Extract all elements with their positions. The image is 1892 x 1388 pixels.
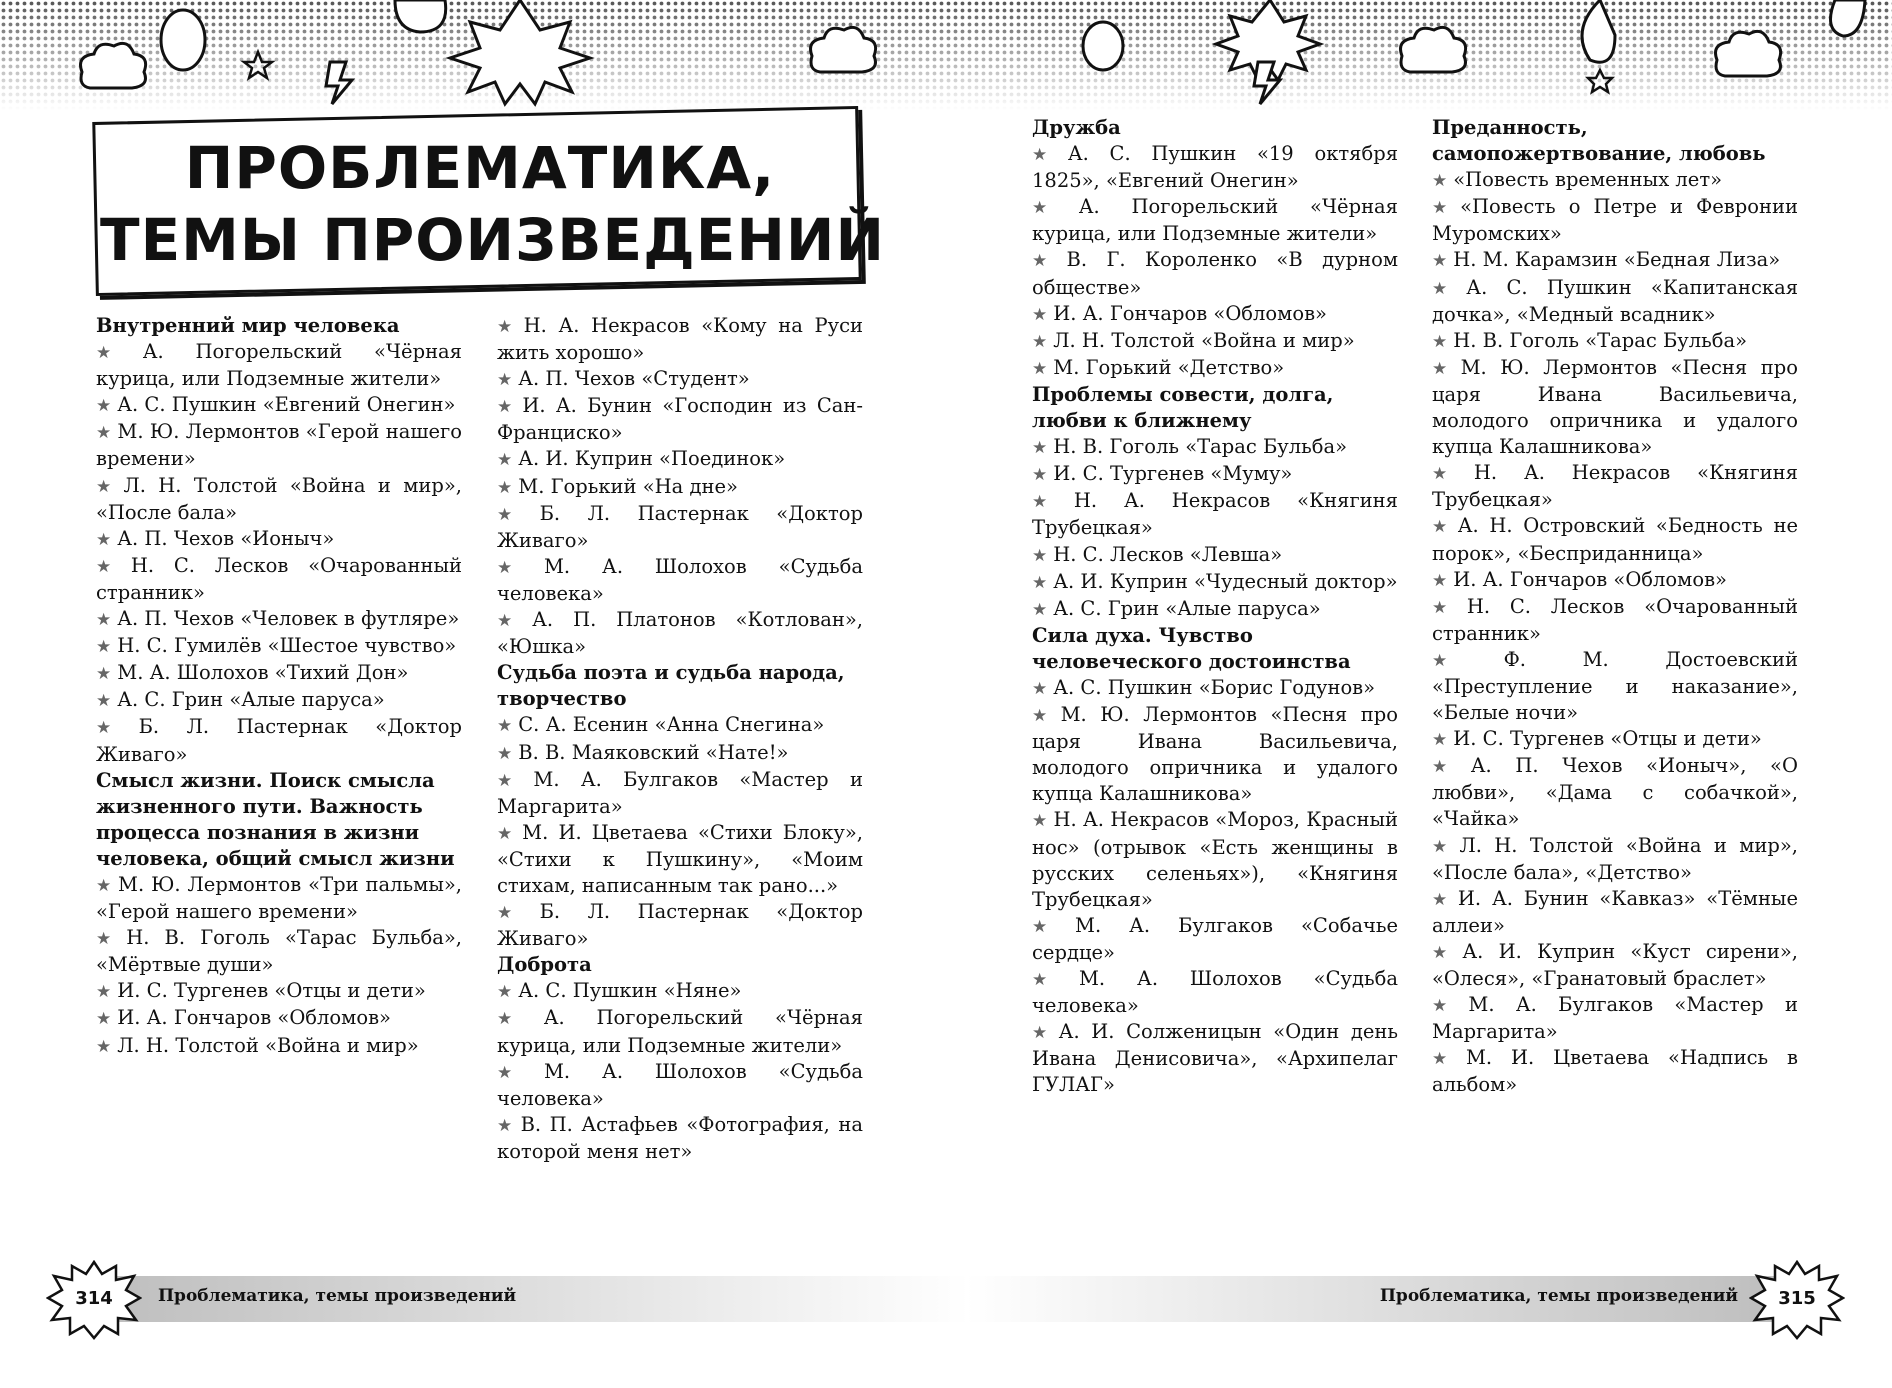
list-item-text: А. И. Куприн «Куст сирени», «Олеся», «Гранатовый браслет»	[1432, 939, 1798, 990]
title-line-2: ТЕМЫ ПРОИЗВЕДЕНИЙ	[100, 206, 886, 274]
list-item-text: М. Ю. Лермонтов «Песня про царя Ивана Васильевича, молодого опричника и удалого купца Калашникова»	[1032, 703, 1398, 806]
list-item	[96, 606, 462, 633]
star-icon: ★	[1032, 251, 1061, 272]
star-icon: ★	[1432, 996, 1463, 1017]
list-item-text: Н. В. Гоголь «Тарас Бульба»	[1053, 435, 1348, 459]
list-item	[1432, 460, 1798, 513]
list-item-text: И. А. Гончаров «Обломов»	[1453, 567, 1727, 591]
star-icon: ★	[497, 1062, 538, 1083]
star-icon: ★	[96, 1036, 112, 1057]
star-icon: ★	[96, 396, 112, 417]
list-item	[497, 712, 863, 739]
running-title-left: Проблематика, темы произведений	[158, 1286, 517, 1306]
header-decoration	[0, 0, 1892, 110]
list-item-text: М. Ю. Лермонтов «Три пальмы», «Герой нашего времени»	[96, 872, 462, 924]
list-item	[96, 526, 462, 553]
list-item-text: М. А. Шолохов «Судьба человека»	[497, 1059, 863, 1110]
column-2	[497, 313, 863, 1165]
list-item	[1432, 886, 1798, 939]
list-item	[1032, 141, 1398, 194]
star-icon: ★	[1032, 331, 1048, 352]
list-item	[96, 660, 462, 687]
star-icon: ★	[1432, 331, 1448, 352]
list-item	[1032, 542, 1398, 569]
list-item	[1032, 247, 1398, 300]
list-item	[497, 740, 863, 767]
list-item	[96, 978, 462, 1005]
list-item-text: Н. В. Гоголь «Тарас Бульба», «Мёртвые души»	[96, 926, 462, 977]
list-item-text: А. Погорельский «Чёрная курица, или Подземные жители»	[497, 1006, 863, 1057]
list-item-text: М. И. Цветаева «Надпись в альбом»	[1432, 1046, 1798, 1097]
list-item	[96, 633, 462, 660]
list-item	[1032, 807, 1398, 912]
list-item-text: И. С. Тургенев «Муму»	[1053, 462, 1293, 486]
star-icon: ★	[1032, 545, 1048, 566]
list-item	[497, 767, 863, 820]
list-item-text: И. С. Тургенев «Отцы и дети»	[1453, 727, 1762, 751]
list-item-text: Н. С. Гумилёв «Шестое чувство»	[117, 634, 457, 658]
list-item-text: А. И. Куприн «Чудесный доктор»	[1053, 569, 1398, 593]
list-item	[96, 687, 462, 714]
star-icon: ★	[1032, 1023, 1053, 1044]
list-item-text: И. А. Бунин «Кавказ» «Тёмные аллеи»	[1432, 886, 1798, 937]
list-item-text: М. Ю. Лермонтов «Песня про царя Ивана Васильевича, молодого опричника и удалого купца Калашникова»	[1432, 355, 1798, 459]
list-item-text: А. П. Чехов «Ионыч»	[117, 526, 335, 550]
list-item	[96, 1033, 462, 1060]
star-icon: ★	[1032, 678, 1048, 699]
star-icon: ★	[1032, 916, 1070, 937]
list-item	[1032, 194, 1398, 247]
column-1	[96, 313, 462, 1060]
section-heading: Проблемы совести, долга, любви к ближнему	[1032, 382, 1334, 433]
list-item-text: А. Погорельский «Чёрная курица, или Подземные жители»	[1032, 195, 1398, 246]
list-item	[497, 820, 863, 899]
list-item-text: А. И. Солженицын «Один день Ивана Денисовича», «Архипелаг ГУЛАГ»	[1032, 1020, 1398, 1097]
list-item-text: А. С. Пушкин «Евгений Онегин»	[117, 393, 456, 417]
list-item	[1432, 594, 1798, 647]
star-icon: ★	[96, 343, 137, 364]
list-item-text: М. А. Булгаков «Мастер и Маргарита»	[497, 767, 863, 818]
list-item-text: А. С. Пушкин «Капитанская дочка», «Медный всадник»	[1432, 275, 1798, 326]
star-icon: ★	[1032, 970, 1073, 990]
list-item-text: А. С. Пушкин «Няне»	[518, 979, 742, 1003]
list-item-text: А. И. Куприн «Поединок»	[518, 447, 786, 471]
list-item	[497, 554, 863, 607]
star-icon: ★	[96, 1009, 112, 1030]
list-item-text: Б. Л. Пастернак «Доктор Живаго»	[497, 501, 863, 552]
list-item	[1432, 647, 1798, 726]
list-item-text: И. А. Гончаров «Обломов»	[1053, 301, 1327, 325]
star-icon: ★	[1432, 1049, 1460, 1070]
column-4	[1432, 115, 1798, 1098]
list-item	[1032, 702, 1398, 807]
list-item	[1432, 194, 1798, 247]
star-icon: ★	[497, 743, 513, 764]
list-item	[497, 393, 863, 446]
list-item-text: М. Ю. Лермонтов «Герой нашего времени»	[96, 420, 463, 471]
star-icon: ★	[497, 982, 513, 1003]
star-icon: ★	[497, 317, 518, 337]
list-item-text: Н. А. Некрасов «Кому на Руси жить хорошо»	[497, 314, 863, 365]
list-item	[497, 366, 863, 393]
list-item	[1032, 461, 1398, 488]
list-item-text: Л. Н. Толстой «Война и мир», «После бала»	[96, 473, 463, 524]
list-item-text: Н. А. Некрасов «Княгиня Трубецкая»	[1032, 489, 1398, 540]
list-item-text: А. Погорельский «Чёрная курица, или Подземные жители»	[96, 340, 462, 391]
list-item	[497, 474, 863, 501]
list-item-text: А. П. Чехов «Человек в футляре»	[117, 607, 460, 631]
star-icon: ★	[1032, 572, 1048, 593]
list-item	[497, 607, 863, 660]
list-item	[96, 1005, 462, 1032]
list-item-text: М. Горький «На дне»	[518, 474, 738, 498]
list-item	[96, 339, 462, 392]
star-icon: ★	[1432, 942, 1457, 963]
star-icon: ★	[497, 903, 534, 924]
list-item-text: А. С. Пушкин «19 октября 1825», «Евгений Онегин»	[1032, 142, 1399, 193]
star-icon: ★	[1432, 757, 1465, 778]
list-item-text: «Повесть о Петре и Февронии Муромских»	[1432, 195, 1798, 246]
star-icon: ★	[497, 716, 513, 737]
page-number-left: 314	[75, 1288, 113, 1309]
list-item-text: Б. Л. Пастернак «Доктор Живаго»	[96, 715, 462, 766]
section-heading: Дружба	[1032, 116, 1121, 139]
star-icon: ★	[96, 476, 118, 497]
list-item	[497, 978, 863, 1005]
list-item	[1032, 569, 1398, 596]
star-icon: ★	[1032, 145, 1062, 166]
star-icon: ★	[497, 450, 513, 471]
list-item-text: А. П. Чехов «Ионыч», «О любви», «Дама с собачкой», «Чайка»	[1432, 754, 1798, 831]
list-item	[1032, 328, 1398, 355]
list-item-text: С. А. Есенин «Анна Снегина»	[518, 713, 825, 737]
star-icon: ★	[96, 556, 125, 577]
star-icon: ★	[96, 529, 112, 550]
list-item-text: М. Горький «Детство»	[1053, 355, 1285, 379]
list-item-text: М. А. Шолохов «Судьба человека»	[497, 554, 863, 605]
star-icon: ★	[96, 691, 112, 712]
star-icon: ★	[1032, 304, 1048, 325]
list-item-text: А. П. Платонов «Котлован», «Юшка»	[497, 608, 863, 659]
list-item	[497, 446, 863, 473]
list-item	[1032, 675, 1398, 702]
list-item	[497, 501, 863, 554]
list-item	[1032, 301, 1398, 328]
list-item	[1432, 328, 1798, 355]
list-item-text: Л. Н. Толстой «Война и мир»	[117, 1033, 419, 1057]
star-icon: ★	[1432, 650, 1498, 671]
list-item	[96, 473, 462, 526]
star-icon: ★	[497, 611, 527, 632]
section-heading: Преданность, самопожертвование, любовь	[1432, 116, 1766, 166]
list-item	[96, 553, 462, 606]
list-item-text: Л. Н. Толстой «Война и мир»	[1053, 328, 1355, 352]
list-item-text: Ф. М. Достоевский «Преступление и наказание», «Белые ночи»	[1432, 647, 1798, 725]
list-item-text: М. А. Булгаков «Мастер и Маргарита»	[1432, 993, 1798, 1044]
list-item-text: А. Н. Островский «Бедность не порок», «Бесприданница»	[1432, 514, 1798, 565]
list-item-text: А. С. Грин «Алые паруса»	[117, 688, 385, 712]
star-icon: ★	[1432, 889, 1452, 910]
list-item	[1432, 275, 1798, 328]
list-item-text: В. Г. Короленко «В дурном обществе»	[1032, 248, 1398, 299]
star-icon: ★	[1032, 438, 1048, 459]
star-icon: ★	[497, 1009, 538, 1030]
list-item-text: Н. С. Лесков «Левша»	[1053, 542, 1283, 566]
star-icon: ★	[1432, 730, 1448, 751]
section-heading: Доброта	[497, 953, 592, 977]
list-item-text: М. А. Булгаков «Собачье сердце»	[1032, 913, 1398, 964]
star-icon: ★	[1032, 599, 1048, 620]
list-item	[497, 313, 863, 366]
list-item-text: И. С. Тургенев «Отцы и дети»	[117, 979, 426, 1003]
list-item-text: М. И. Цветаева «Стихи Блоку», «Стихи к Пушкину», «Моим стихам, написанным так рано...»	[497, 820, 863, 897]
star-icon: ★	[1032, 465, 1048, 486]
star-icon: ★	[96, 637, 112, 658]
list-item-text: Н. В. Гоголь «Тарас Бульба»	[1453, 328, 1748, 352]
list-item-text: Л. Н. Толстой «Война и мир», «После бала», «Детство»	[1432, 833, 1799, 884]
star-icon: ★	[497, 504, 534, 525]
list-item	[1432, 753, 1798, 832]
star-icon: ★	[96, 718, 133, 739]
star-icon: ★	[1432, 251, 1448, 272]
list-item	[1032, 966, 1398, 1019]
list-item-text: Н. А. Некрасов «Мороз, Красный нос» (отрывок «Есть женщины в русских селеньях»), «Княгиня Трубецкая»	[1032, 808, 1398, 911]
running-title-right: Проблематика, темы произведений	[1379, 1286, 1738, 1306]
list-item	[497, 899, 863, 952]
star-icon: ★	[96, 929, 121, 950]
star-icon: ★	[497, 397, 517, 418]
list-item	[1432, 939, 1798, 992]
list-item	[1032, 434, 1398, 461]
star-icon: ★	[96, 664, 112, 685]
star-icon: ★	[1032, 358, 1048, 379]
star-icon: ★	[1432, 198, 1455, 219]
star-icon: ★	[497, 1115, 515, 1136]
list-item	[1432, 833, 1798, 886]
list-item-text: Н. М. Карамзин «Бедная Лиза»	[1453, 248, 1781, 272]
list-item-text: А. П. Чехов «Студент»	[518, 367, 750, 391]
star-icon: ★	[96, 423, 112, 444]
list-item	[1432, 513, 1798, 566]
list-item	[497, 1059, 863, 1112]
star-icon: ★	[497, 770, 528, 791]
star-icon: ★	[497, 557, 538, 578]
list-item	[1032, 1019, 1398, 1098]
section-heading: Сила духа. Чувство человеческого достоинства	[1032, 623, 1351, 673]
star-icon: ★	[1432, 358, 1455, 379]
list-item	[1432, 726, 1798, 753]
list-item	[1032, 913, 1398, 966]
list-item-text: Б. Л. Пастернак «Доктор Живаго»	[497, 900, 863, 951]
star-icon: ★	[1032, 198, 1073, 219]
list-item-text: М. А. Шолохов «Судьба человека»	[1032, 967, 1398, 1018]
star-icon: ★	[1432, 570, 1448, 591]
list-item-text: И. А. Бунин «Господин из Сан-Франциско»	[497, 394, 863, 445]
star-icon: ★	[1432, 278, 1461, 299]
list-item	[96, 419, 462, 472]
star-icon: ★	[1432, 517, 1452, 538]
list-item-text: Н. А. Некрасов «Княгиня Трубецкая»	[1432, 461, 1798, 512]
list-item-text: А. С. Пушкин «Борис Годунов»	[1053, 675, 1376, 699]
star-icon: ★	[497, 823, 517, 844]
list-item-text: Н. С. Лесков «Очарованный странник»	[96, 553, 462, 604]
list-item	[96, 925, 462, 978]
star-icon: ★	[497, 370, 513, 391]
list-item-text: А. С. Грин «Алые паруса»	[1053, 596, 1321, 620]
list-item-text: В. В. Маяковский «Нате!»	[518, 740, 789, 764]
star-icon: ★	[96, 610, 112, 631]
list-item	[1032, 488, 1398, 541]
star-icon: ★	[1432, 836, 1454, 857]
star-icon: ★	[1432, 171, 1448, 192]
star-icon: ★	[1432, 597, 1461, 618]
star-icon: ★	[1032, 492, 1068, 513]
star-icon: ★	[1432, 464, 1468, 485]
list-item	[96, 714, 462, 767]
list-item	[1432, 167, 1798, 194]
title-line-1: ПРОБЛЕМАТИКА,	[184, 134, 776, 202]
list-item-text: Н. С. Лесков «Очарованный странник»	[1432, 594, 1798, 645]
list-item-text: М. А. Шолохов «Тихий Дон»	[117, 661, 409, 685]
star-icon: ★	[1032, 811, 1048, 832]
list-item	[1432, 992, 1798, 1045]
list-item-text: И. А. Гончаров «Обломов»	[117, 1006, 391, 1030]
column-3	[1032, 115, 1398, 1098]
page-title	[100, 132, 886, 276]
list-item	[1432, 1045, 1798, 1098]
list-item	[1032, 355, 1398, 382]
section-heading: Смысл жизни. Поиск смысла жизненного пути. Важность процесса познания в жизни человека, общий смысл жизни	[96, 768, 455, 870]
list-item	[497, 1112, 863, 1165]
list-item	[1032, 596, 1398, 623]
star-icon: ★	[96, 982, 112, 1003]
list-item-text: В. П. Астафьев «Фотография, на которой меня нет»	[497, 1112, 863, 1163]
list-item	[1432, 247, 1798, 274]
list-item	[96, 872, 462, 925]
list-item	[96, 392, 462, 419]
section-heading: Внутренний мир человека	[96, 314, 400, 337]
list-item	[1432, 567, 1798, 594]
list-item-text: «Повесть временных лет»	[1453, 168, 1723, 192]
star-icon: ★	[1032, 706, 1055, 727]
list-item	[1432, 355, 1798, 460]
section-heading: Судьба поэта и судьба народа, творчество	[497, 661, 845, 711]
list-item	[497, 1005, 863, 1058]
page-number-right: 315	[1778, 1288, 1816, 1309]
star-icon: ★	[497, 477, 513, 498]
star-icon: ★	[96, 875, 112, 896]
